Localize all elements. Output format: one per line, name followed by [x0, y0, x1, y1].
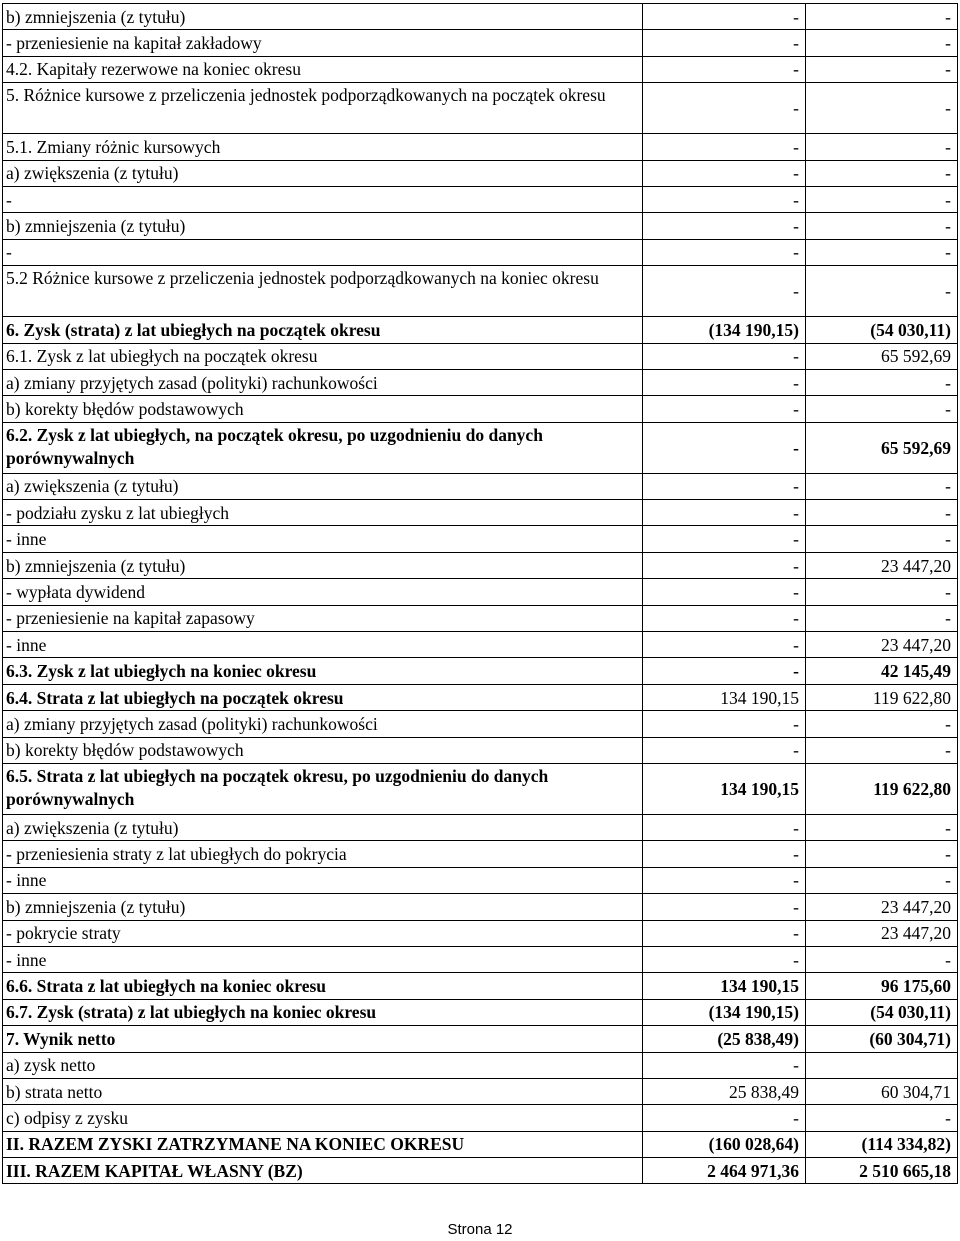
value-previous-period: - [806, 814, 958, 840]
row-label: a) zwiększenia (z tytułu) [3, 160, 643, 186]
table-row [3, 973, 958, 999]
row-label: - wypłata dywidend [3, 579, 643, 605]
page-footer: Strona 12 [447, 1221, 513, 1238]
row-label: a) zysk netto [3, 1052, 643, 1078]
value-previous-period: - [806, 526, 958, 552]
row-label: 6.3. Zysk z lat ubiegłych na koniec okresu [3, 658, 643, 684]
value-previous-period: - [806, 1105, 958, 1131]
value-current-period: - [643, 83, 806, 134]
value-previous-period: (54 030,11) [806, 317, 958, 343]
value-current-period: - [643, 4, 806, 30]
table-row [3, 160, 958, 186]
value-current-period: 134 190,15 [643, 973, 806, 999]
value-current-period: (134 190,15) [643, 317, 806, 343]
value-current-period: - [643, 134, 806, 160]
row-label: - przeniesienie na kapitał zapasowy [3, 605, 643, 631]
row-label: a) zmiany przyjętych zasad (polityki) rachunkowości [3, 711, 643, 737]
value-previous-period: - [806, 473, 958, 499]
row-label: c) odpisy z zysku [3, 1105, 643, 1131]
table-row [3, 894, 958, 920]
value-previous-period: 23 447,20 [806, 552, 958, 578]
row-label: - [3, 239, 643, 265]
row-label: - inne [3, 946, 643, 972]
value-current-period: - [643, 632, 806, 658]
value-previous-period: 65 592,69 [806, 422, 958, 473]
value-current-period: - [643, 894, 806, 920]
value-previous-period: - [806, 579, 958, 605]
row-label: 5. Różnice kursowe z przeliczenia jednostek podporządkowanych na początek okresu [3, 83, 643, 134]
value-previous-period: - [806, 266, 958, 317]
table-body [3, 4, 958, 1184]
value-current-period: - [643, 1105, 806, 1131]
value-current-period: - [643, 369, 806, 395]
value-previous-period: 119 622,80 [806, 763, 958, 814]
value-current-period: - [643, 552, 806, 578]
table-row [3, 1131, 958, 1157]
row-label: - [3, 186, 643, 212]
table-row [3, 473, 958, 499]
value-current-period: - [643, 500, 806, 526]
table-row [3, 841, 958, 867]
table-row [3, 422, 958, 473]
value-previous-period: - [806, 134, 958, 160]
table-row [3, 1158, 958, 1184]
row-label: a) zwiększenia (z tytułu) [3, 473, 643, 499]
row-label: 6.2. Zysk z lat ubiegłych, na początek okresu, po uzgodnieniu do danych porównywalnych [3, 422, 643, 473]
table-row [3, 1026, 958, 1052]
table-row [3, 396, 958, 422]
row-label: a) zmiany przyjętych zasad (polityki) rachunkowości [3, 369, 643, 395]
table-row [3, 867, 958, 893]
value-current-period: - [643, 160, 806, 186]
value-previous-period: - [806, 160, 958, 186]
value-current-period: 134 190,15 [643, 684, 806, 710]
table-row [3, 369, 958, 395]
row-label: III. RAZEM KAPITAŁ WŁASNY (BZ) [3, 1158, 643, 1184]
table-row [3, 763, 958, 814]
value-current-period: - [643, 605, 806, 631]
value-previous-period: - [806, 213, 958, 239]
value-current-period: - [643, 920, 806, 946]
value-previous-period: 42 145,49 [806, 658, 958, 684]
table-row [3, 213, 958, 239]
value-previous-period: 119 622,80 [806, 684, 958, 710]
value-current-period: - [643, 473, 806, 499]
value-previous-period: - [806, 369, 958, 395]
value-previous-period: - [806, 239, 958, 265]
value-previous-period: - [806, 30, 958, 56]
table-row [3, 1078, 958, 1104]
value-current-period: - [643, 186, 806, 212]
row-label: II. RAZEM ZYSKI ZATRZYMANE NA KONIEC OKRESU [3, 1131, 643, 1157]
value-current-period: - [643, 266, 806, 317]
value-current-period: - [643, 841, 806, 867]
value-current-period: (25 838,49) [643, 1026, 806, 1052]
row-label: a) zwiększenia (z tytułu) [3, 814, 643, 840]
value-previous-period: - [806, 841, 958, 867]
row-label: - inne [3, 867, 643, 893]
row-label: 6.6. Strata z lat ubiegłych na koniec okresu [3, 973, 643, 999]
table-row [3, 30, 958, 56]
table-row [3, 134, 958, 160]
value-previous-period: 96 175,60 [806, 973, 958, 999]
value-current-period: - [643, 867, 806, 893]
table-row [3, 920, 958, 946]
value-current-period: - [643, 526, 806, 552]
table-row [3, 343, 958, 369]
row-label: - pokrycie straty [3, 920, 643, 946]
value-current-period: - [643, 814, 806, 840]
value-current-period: - [643, 579, 806, 605]
table-row [3, 579, 958, 605]
table-row [3, 552, 958, 578]
table-row [3, 56, 958, 82]
table-row [3, 1052, 958, 1078]
value-previous-period: 23 447,20 [806, 920, 958, 946]
value-current-period: 134 190,15 [643, 763, 806, 814]
row-label: 6. Zysk (strata) z lat ubiegłych na początek okresu [3, 317, 643, 343]
row-label: - podziału zysku z lat ubiegłych [3, 500, 643, 526]
table-row [3, 814, 958, 840]
table-row [3, 711, 958, 737]
value-current-period: - [643, 946, 806, 972]
value-current-period: - [643, 422, 806, 473]
value-current-period: - [643, 396, 806, 422]
row-label: 5.2 Różnice kursowe z przeliczenia jednostek podporządkowanych na koniec okresu [3, 266, 643, 317]
financial-statement-table [2, 3, 958, 1184]
table-row [3, 737, 958, 763]
table-row [3, 500, 958, 526]
row-label: 7. Wynik netto [3, 1026, 643, 1052]
value-current-period: 25 838,49 [643, 1078, 806, 1104]
table-row [3, 658, 958, 684]
table-row [3, 317, 958, 343]
row-label: - inne [3, 632, 643, 658]
table-row [3, 1105, 958, 1131]
value-previous-period: - [806, 500, 958, 526]
value-current-period: (160 028,64) [643, 1131, 806, 1157]
table-row [3, 186, 958, 212]
table-row [3, 605, 958, 631]
value-current-period: - [643, 239, 806, 265]
value-current-period: - [643, 56, 806, 82]
row-label: 4.2. Kapitały rezerwowe na koniec okresu [3, 56, 643, 82]
row-label: - przeniesienia straty z lat ubiegłych do pokrycia [3, 841, 643, 867]
value-previous-period: 60 304,71 [806, 1078, 958, 1104]
value-previous-period: (114 334,82) [806, 1131, 958, 1157]
value-previous-period: (60 304,71) [806, 1026, 958, 1052]
table-row [3, 266, 958, 317]
value-previous-period: - [806, 867, 958, 893]
row-label: - inne [3, 526, 643, 552]
value-current-period: 2 464 971,36 [643, 1158, 806, 1184]
value-current-period: - [643, 737, 806, 763]
row-label: 6.7. Zysk (strata) z lat ubiegłych na koniec okresu [3, 999, 643, 1025]
value-previous-period: - [806, 396, 958, 422]
row-label: 5.1. Zmiany różnic kursowych [3, 134, 643, 160]
table-row [3, 526, 958, 552]
value-previous-period: - [806, 4, 958, 30]
value-current-period: - [643, 343, 806, 369]
row-label: 6.4. Strata z lat ubiegłych na początek okresu [3, 684, 643, 710]
row-label: b) zmniejszenia (z tytułu) [3, 552, 643, 578]
value-previous-period [806, 1052, 958, 1078]
value-current-period: - [643, 30, 806, 56]
value-current-period: - [643, 1052, 806, 1078]
value-previous-period: - [806, 946, 958, 972]
value-previous-period: - [806, 56, 958, 82]
value-previous-period: 23 447,20 [806, 894, 958, 920]
value-previous-period: - [806, 605, 958, 631]
value-current-period: - [643, 711, 806, 737]
row-label: b) zmniejszenia (z tytułu) [3, 213, 643, 239]
value-previous-period: (54 030,11) [806, 999, 958, 1025]
row-label: b) korekty błędów podstawowych [3, 737, 643, 763]
table-row [3, 239, 958, 265]
table-row [3, 946, 958, 972]
table-row [3, 684, 958, 710]
value-previous-period: - [806, 711, 958, 737]
table-row [3, 83, 958, 134]
row-label: b) strata netto [3, 1078, 643, 1104]
row-label: b) korekty błędów podstawowych [3, 396, 643, 422]
value-current-period: (134 190,15) [643, 999, 806, 1025]
row-label: b) zmniejszenia (z tytułu) [3, 894, 643, 920]
table-row [3, 632, 958, 658]
value-previous-period: 2 510 665,18 [806, 1158, 958, 1184]
value-previous-period: - [806, 737, 958, 763]
table-row [3, 4, 958, 30]
value-previous-period: - [806, 186, 958, 212]
table-row [3, 999, 958, 1025]
value-previous-period: - [806, 83, 958, 134]
row-label: 6.1. Zysk z lat ubiegłych na początek okresu [3, 343, 643, 369]
row-label: 6.5. Strata z lat ubiegłych na początek okresu, po uzgodnieniu do danych porównywalnych [3, 763, 643, 814]
row-label: b) zmniejszenia (z tytułu) [3, 4, 643, 30]
value-current-period: - [643, 213, 806, 239]
value-current-period: - [643, 658, 806, 684]
row-label: - przeniesienie na kapitał zakładowy [3, 30, 643, 56]
value-previous-period: 23 447,20 [806, 632, 958, 658]
value-previous-period: 65 592,69 [806, 343, 958, 369]
